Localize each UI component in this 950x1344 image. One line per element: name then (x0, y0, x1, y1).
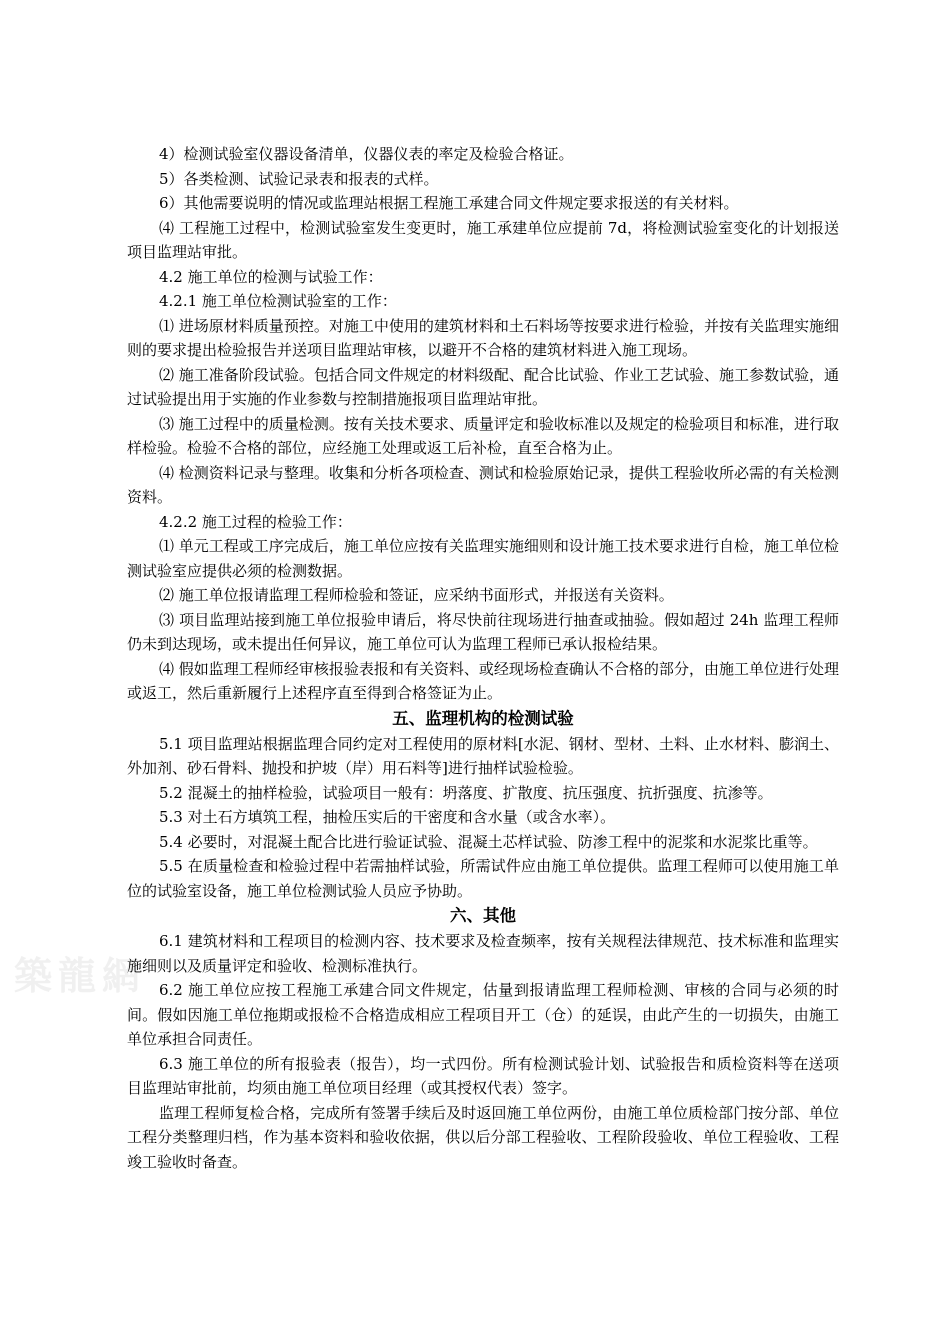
section-heading: 六、其他 (450, 906, 516, 925)
paragraph: 5.4 必要时，对混凝土配合比进行验证试验、混凝土芯样试验、防渗工程中的泥浆和水泥浆比重等。 (159, 832, 818, 851)
paragraph: ⑶ 项目监理站接到施工单位报验申请后，将尽快前往现场进行抽查或抽验。假如超过 24h 监理工程师仍未到达现场，或未提出任何异议，施工单位可认为监理工程师已承认报检结果。 (127, 610, 839, 653)
paragraph: 6）其他需要说明的情况或监理站根据工程施工承建合同文件规定要求报送的有关材料。 (159, 194, 739, 212)
paragraph: 4）检测试验室仪器设备清单，仪器仪表的率定及检验合格证。 (159, 145, 574, 163)
paragraph: ⑷ 工程施工过程中，检测试验室发生变更时，施工承建单位应提前 7d，将检测试验室变化的计划报送项目监理站审批。 (127, 218, 839, 261)
paragraph: 6.2 施工单位应按工程施工承建合同文件规定，估量到报请监理工程师检测、审核的合同与必须的时间。假如因施工单位拖期或报检不合格造成相应工程项目开工（仓）的延误，由此产生的一切损失，由施工单位承担合同责任。 (127, 981, 839, 1048)
paragraph: 5.2 混凝土的抽样检验，试验项目一般有：坍落度、扩散度、抗压强度、抗折强度、抗渗等。 (159, 783, 773, 802)
paragraph: 5.1 项目监理站根据监理合同约定对工程使用的原材料[水泥、钢材、型材、土料、止水材料、膨润土、外加剂、砂石骨料、抛投和护坡（岸）用石料等]进行抽样试验检验。 (127, 734, 839, 777)
paragraph: 4.2.2 施工过程的检验工作： (159, 512, 352, 531)
paragraph: 4.2 施工单位的检测与试验工作： (159, 267, 383, 286)
paragraph: ⑵ 施工单位报请监理工程师检验和签证，应采纳书面形式，并报送有关资料。 (159, 586, 674, 604)
paragraph: ⑴ 进场原材料质量预控。对施工中使用的建筑材料和土石料场等按要求进行检验，并按有关监理实施细则的要求提出检验报告并送项目监理站审核，以避开不合格的建筑材料进入施工现场。 (127, 316, 839, 359)
paragraph: 监理工程师复检合格，完成所有签署手续后及时返回施工单位两份，由施工单位质检部门按分部、单位工程分类整理归档，作为基本资料和验收依据，供以后分部工程验收、工程阶段验收、单位工程验收、工程竣工验收时备查。 (127, 1103, 839, 1171)
paragraph: ⑴ 单元工程或工序完成后，施工单位应按有关监理实施细则和设计施工技术要求进行自检，施工单位检测试验室应提供必须的检测数据。 (127, 537, 839, 580)
paragraph: ⑷ 检测资料记录与整理。收集和分析各项检查、测试和检验原始记录，提供工程验收所必需的有关检测资料。 (127, 463, 839, 506)
paragraph: 6.1 建筑材料和工程项目的检测内容、技术要求及检查频率，按有关规程法律规范、技术标准和监理实施细则以及质量评定和验收、检测标准执行。 (127, 932, 839, 975)
paragraph: 6.3 施工单位的所有报验表（报告），均一式四份。所有检测试验计划、试验报告和质检资料等在送项目监理站审批前，均须由施工单位项目经理（或其授权代表）签字。 (127, 1054, 839, 1097)
paragraph: ⑵ 施工准备阶段试验。包括合同文件规定的材料级配、配合比试验、作业工艺试验、施工参数试验，通过试验提出用于实施的作业参数与控制措施报项目监理站审批。 (127, 365, 839, 408)
paragraph: ⑶ 施工过程中的质量检测。按有关技术要求、质量评定和验收标准以及规定的检验项目和标准，进行取样检验。检验不合格的部位，应经施工处理或返工后补检，直至合格为止。 (127, 414, 839, 457)
paragraph: 4.2.1 施工单位检测试验室的工作： (159, 292, 397, 310)
paragraph: 5.5 在质量检查和检验过程中若需抽样试验，所需试件应由施工单位提供。监理工程师可以使用施工单位的试验室设备，施工单位检测试验人员应予协助。 (127, 857, 839, 900)
document-body (127, 142, 839, 1174)
paragraph: 5.3 对土石方填筑工程，抽检压实后的干密度和含水量（或含水率）。 (159, 808, 616, 826)
section-heading: 五、监理机构的检测试验 (392, 708, 574, 728)
watermark: 築龍網 (14, 953, 147, 998)
paragraph: 5）各类检测、试验记录表和报表的式样。 (159, 169, 439, 188)
paragraph: ⑷ 假如监理工程师经审核报验表报和有关资料、或经现场检查确认不合格的部分，由施工单位进行处理或返工，然后重新履行上述程序直至得到合格签证为止。 (127, 659, 839, 702)
